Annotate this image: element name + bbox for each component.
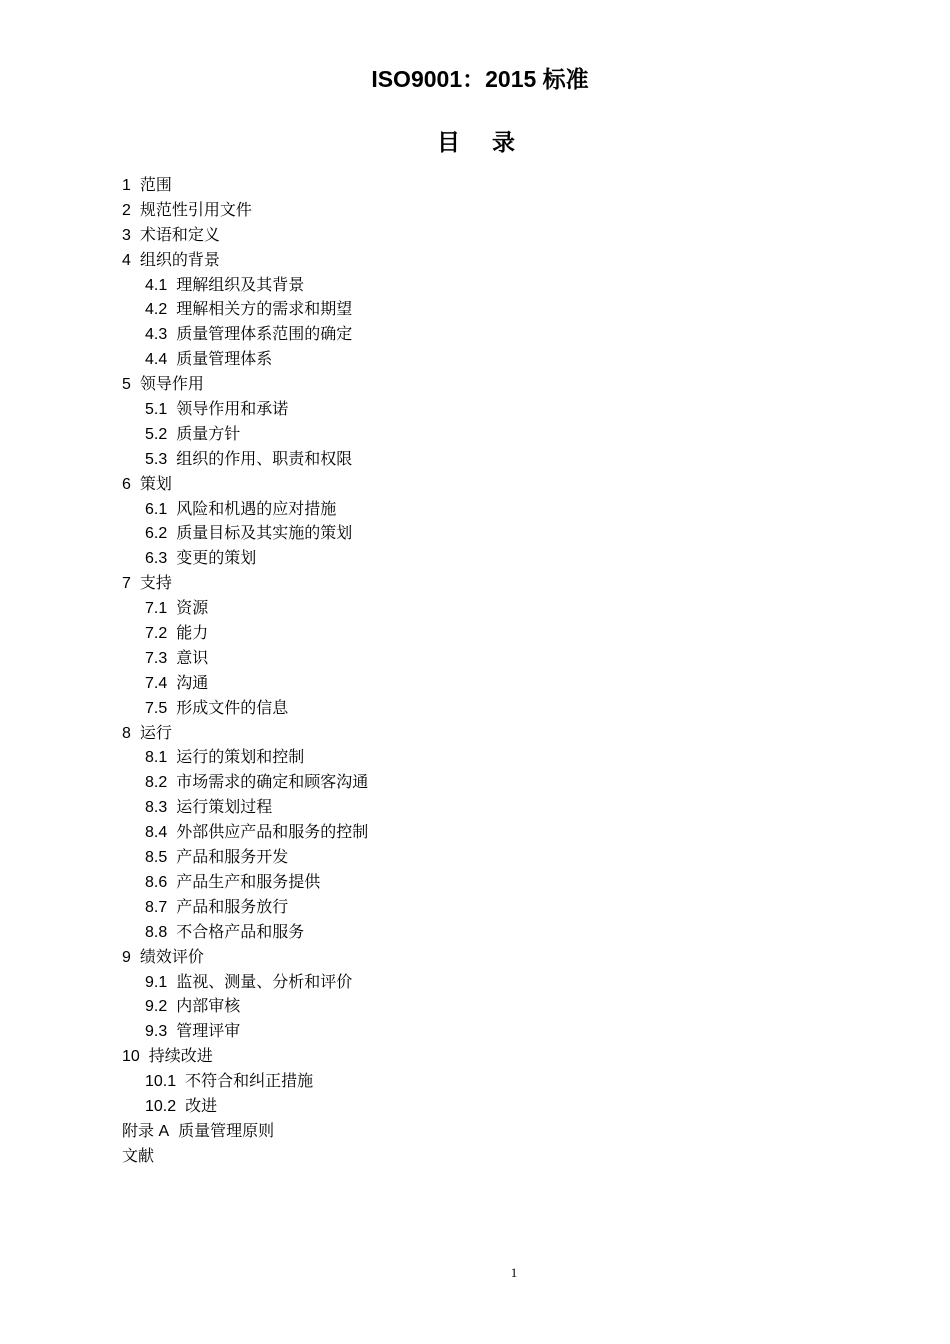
toc-entry[interactable]: [122, 397, 368, 422]
toc-entry-number: 5.2: [145, 425, 168, 443]
toc-entry-number: 4: [122, 251, 131, 269]
toc-entry[interactable]: [122, 322, 368, 347]
toc-entry[interactable]: [122, 1144, 368, 1169]
toc-entry-number: 10.2: [145, 1097, 177, 1115]
toc-entry[interactable]: [122, 795, 368, 820]
toc-entry-number: 7: [122, 575, 131, 593]
toc-entry-title: 质量管理体系: [176, 349, 273, 369]
toc-entry-title: 运行: [139, 722, 172, 742]
toc-entry-number: 3: [122, 226, 131, 244]
toc-entry-number: 6.1: [145, 500, 168, 518]
toc-entry-title: 沟通: [176, 672, 209, 692]
toc-entry-title: 领导作用和承诺: [176, 399, 289, 419]
toc-entry[interactable]: [122, 447, 368, 472]
toc-heading: 目 录: [436, 129, 527, 156]
toc-entry[interactable]: [122, 546, 368, 571]
toc-entry-title: 质量目标及其实施的策划: [176, 523, 353, 543]
toc-entry-title: 市场需求的确定和顾客沟通: [176, 772, 369, 792]
toc-entry[interactable]: [122, 945, 368, 970]
toc-entry-number: 10: [122, 1048, 140, 1066]
toc-entry[interactable]: [122, 1044, 368, 1069]
toc-entry-number: 9: [122, 948, 131, 966]
toc-entry[interactable]: [122, 497, 368, 522]
toc-entry-number: 4.3: [145, 326, 168, 344]
toc-entry[interactable]: [122, 646, 368, 671]
toc-entry-number: 2: [122, 201, 131, 219]
toc-entry-number: 8: [122, 724, 131, 742]
toc-entry-title: 质量管理体系范围的确定: [176, 324, 353, 344]
toc-entry-number: 5.1: [145, 401, 168, 419]
toc-entry[interactable]: [122, 372, 368, 397]
toc-entry[interactable]: [122, 571, 368, 596]
toc-entry[interactable]: [122, 845, 368, 870]
toc-entry[interactable]: [122, 671, 368, 696]
toc-entry[interactable]: [122, 895, 368, 920]
toc-entry-title: 文献: [122, 1145, 155, 1165]
toc-entry-number: 7.4: [145, 674, 168, 692]
toc-entry-number: 7.1: [145, 600, 168, 618]
toc-entry-number: 7.2: [145, 625, 168, 643]
toc-entry-title: 管理评审: [176, 1021, 241, 1041]
toc-entry[interactable]: [122, 297, 368, 322]
toc-entry-title: 质量管理原则: [178, 1120, 275, 1140]
toc-entry-title: 支持: [139, 573, 172, 593]
toc-entry-number: 8.4: [145, 824, 168, 842]
toc-entry-title: 变更的策划: [176, 548, 257, 568]
toc-entry-number: 8.5: [145, 849, 168, 867]
toc-entry[interactable]: [122, 347, 368, 372]
toc-entry[interactable]: [122, 970, 368, 995]
toc-entry-title: 资源: [176, 598, 209, 618]
toc-entry[interactable]: [122, 621, 368, 646]
toc-entry-title: 意识: [176, 647, 209, 667]
toc-entry-title: 理解相关方的需求和期望: [176, 299, 353, 319]
toc-entry-title: 外部供应产品和服务的控制: [176, 822, 369, 842]
toc-entry-number: 7.3: [145, 649, 168, 667]
toc-entry-title: 术语和定义: [139, 224, 220, 244]
toc-entry-title: 持续改进: [148, 1046, 213, 1066]
toc-entry-title: 改进: [185, 1095, 218, 1115]
toc-entry-title: 范围: [139, 175, 172, 194]
toc-entry-title: 产品和服务放行: [176, 896, 289, 916]
toc-entry[interactable]: [122, 1069, 368, 1094]
toc-entry[interactable]: [122, 745, 368, 770]
toc-entry-number: 4.1: [145, 276, 168, 294]
toc-entry-title: 风险和机遇的应对措施: [176, 498, 337, 518]
toc-entry[interactable]: [122, 820, 368, 845]
toc-entry-title: 监视、测量、分析和评价: [176, 971, 353, 991]
toc-entry[interactable]: [122, 870, 368, 895]
toc-entry[interactable]: [122, 472, 368, 497]
toc-entry-number: 附录 A: [122, 1122, 170, 1140]
toc-entry-title: 运行策划过程: [176, 797, 273, 817]
toc-entry[interactable]: [122, 1019, 368, 1044]
toc-entry-number: 6.2: [145, 525, 168, 543]
toc-entry-title: 不合格产品和服务: [176, 921, 305, 941]
toc-entry[interactable]: [122, 173, 368, 198]
toc-entry-number: 8.8: [145, 923, 168, 941]
toc-entry[interactable]: [122, 223, 368, 248]
toc-entry[interactable]: [122, 920, 368, 945]
page-number: 1: [510, 1265, 518, 1280]
toc-entry[interactable]: [122, 994, 368, 1019]
toc-entry[interactable]: [122, 1119, 368, 1144]
toc-entry-number: 8.3: [145, 799, 168, 817]
toc-entry-title: 产品和服务开发: [176, 847, 289, 867]
toc-entry[interactable]: [122, 422, 368, 447]
toc-entry-number: 5.3: [145, 450, 168, 468]
toc-entry-number: 9.2: [145, 998, 168, 1016]
table-of-contents: [122, 173, 368, 1169]
toc-entry-number: 1: [122, 177, 131, 194]
toc-entry-title: 能力: [176, 623, 209, 643]
toc-entry-title: 策划: [139, 473, 172, 493]
toc-entry-number: 8.6: [145, 873, 168, 891]
toc-entry[interactable]: [122, 696, 368, 721]
toc-entry-title: 内部审核: [176, 996, 241, 1016]
toc-entry-title: 组织的作用、职责和权限: [176, 448, 353, 468]
toc-entry-title: 组织的背景: [139, 249, 220, 269]
toc-entry-number: 4.2: [145, 301, 168, 319]
toc-entry-title: 运行的策划和控制: [176, 747, 305, 767]
toc-entry-number: 5: [122, 376, 131, 394]
toc-entry[interactable]: [122, 521, 368, 546]
toc-entry-title: 理解组织及其背景: [176, 274, 305, 294]
toc-entry-title: 产品生产和服务提供: [176, 871, 321, 891]
toc-entry-number: 9.1: [145, 973, 168, 991]
toc-entry-title: 领导作用: [139, 374, 204, 394]
toc-entry[interactable]: [122, 770, 368, 795]
toc-entry-number: 8.2: [145, 774, 168, 792]
toc-entry[interactable]: [122, 248, 368, 273]
toc-entry-title: 绩效评价: [139, 946, 204, 966]
toc-entry[interactable]: [122, 273, 368, 298]
toc-entry-number: 8.1: [145, 749, 168, 767]
toc-entry-number: 7.5: [145, 699, 168, 717]
toc-entry-number: 6.3: [145, 550, 168, 568]
toc-entry-title: 形成文件的信息: [176, 697, 289, 717]
toc-entry-title: 规范性引用文件: [139, 199, 252, 219]
document-title: ISO9001：2015 标准: [371, 66, 589, 92]
toc-entry[interactable]: [122, 1094, 368, 1119]
toc-entry-number: 10.1: [145, 1073, 177, 1091]
toc-entry-title: 质量方针: [176, 423, 241, 443]
toc-entry-number: 4.4: [145, 351, 168, 369]
toc-entry-number: 6: [122, 475, 131, 493]
toc-entry-title: 不符合和纠正措施: [185, 1071, 314, 1091]
toc-entry[interactable]: [122, 198, 368, 223]
toc-entry-number: 8.7: [145, 898, 168, 916]
toc-entry[interactable]: [122, 596, 368, 621]
toc-entry[interactable]: [122, 721, 368, 746]
toc-entry-number: 9.3: [145, 1023, 168, 1041]
